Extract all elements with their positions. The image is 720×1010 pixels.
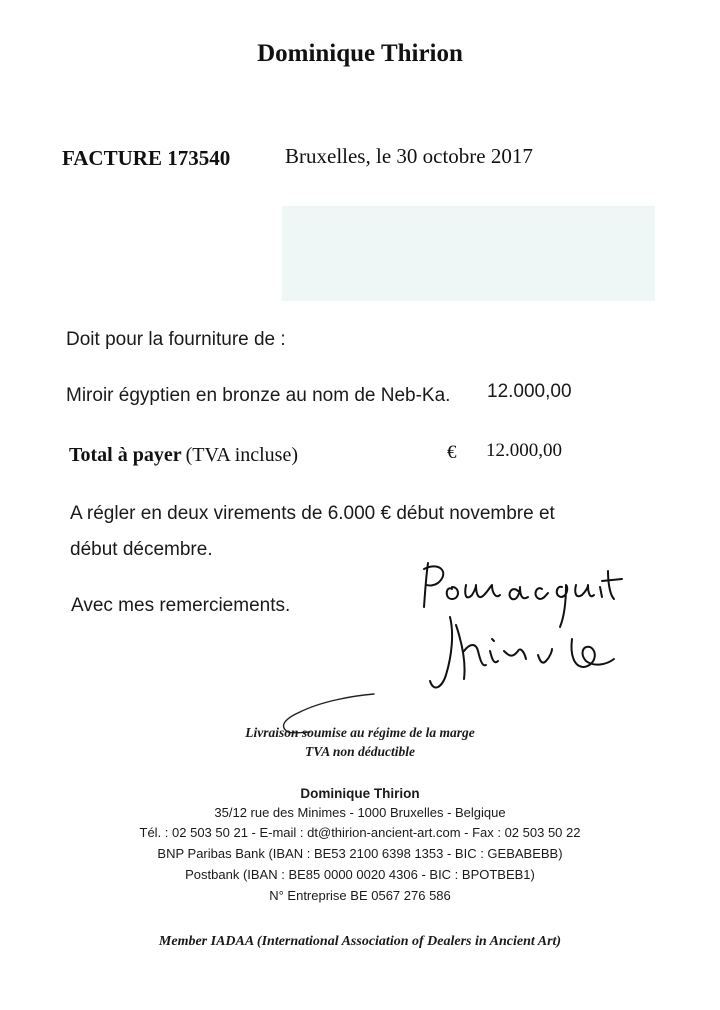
redacted-address-block [282, 206, 655, 301]
total-row [69, 444, 298, 467]
footer-contact: Tél. : 02 503 50 21 - E-mail : dt@thirion-ancient-art.com - Fax : 02 503 50 22 [139, 825, 581, 840]
invoice-date: Bruxelles, le 30 octobre 2017 [285, 144, 533, 168]
footer-company-number: N° Entreprise BE 0567 276 586 [269, 888, 451, 903]
footer-bank-postbank: Postbank (IBAN : BE85 0000 0020 4306 - BIC : BPOTBEB1) [185, 867, 535, 882]
footer-bank-bnp: BNP Paribas Bank (IBAN : BE53 2100 6398 1353 - BIC : GEBABEBB) [157, 846, 563, 861]
payment-terms-line-2: début décembre. [70, 539, 213, 560]
handwritten-signature [400, 555, 630, 705]
total-amount: 12.000,00 [486, 440, 562, 461]
vat-regime-line-2: TVA non déductible [304, 744, 415, 759]
total-note: (TVA incluse) [185, 444, 299, 466]
letterhead-name: Dominique Thirion [257, 40, 463, 67]
signature-drawing [400, 555, 630, 705]
total-label: Total à payer [69, 444, 182, 466]
closing-line: Avec mes remerciements. [71, 595, 291, 616]
invoice-number: FACTURE 173540 [62, 146, 231, 170]
total-currency: € [447, 442, 457, 463]
item-amount: 12.000,00 [487, 381, 572, 402]
vat-regime-line-1: Livraison soumise au régime de la marge [245, 725, 475, 740]
supply-intro: Doit pour la fourniture de : [66, 329, 286, 350]
footer-name: Dominique Thirion [300, 786, 420, 801]
footer-membership: Member IADAA (International Association of Dealers in Ancient Art) [158, 934, 562, 949]
footer-address: 35/12 rue des Minimes - 1000 Bruxelles - Belgique [214, 805, 506, 820]
payment-terms-line-1: A régler en deux virements de 6.000 € début novembre et [70, 503, 555, 524]
item-description: Miroir égyptien en bronze au nom de Neb-Ka. [66, 385, 451, 406]
